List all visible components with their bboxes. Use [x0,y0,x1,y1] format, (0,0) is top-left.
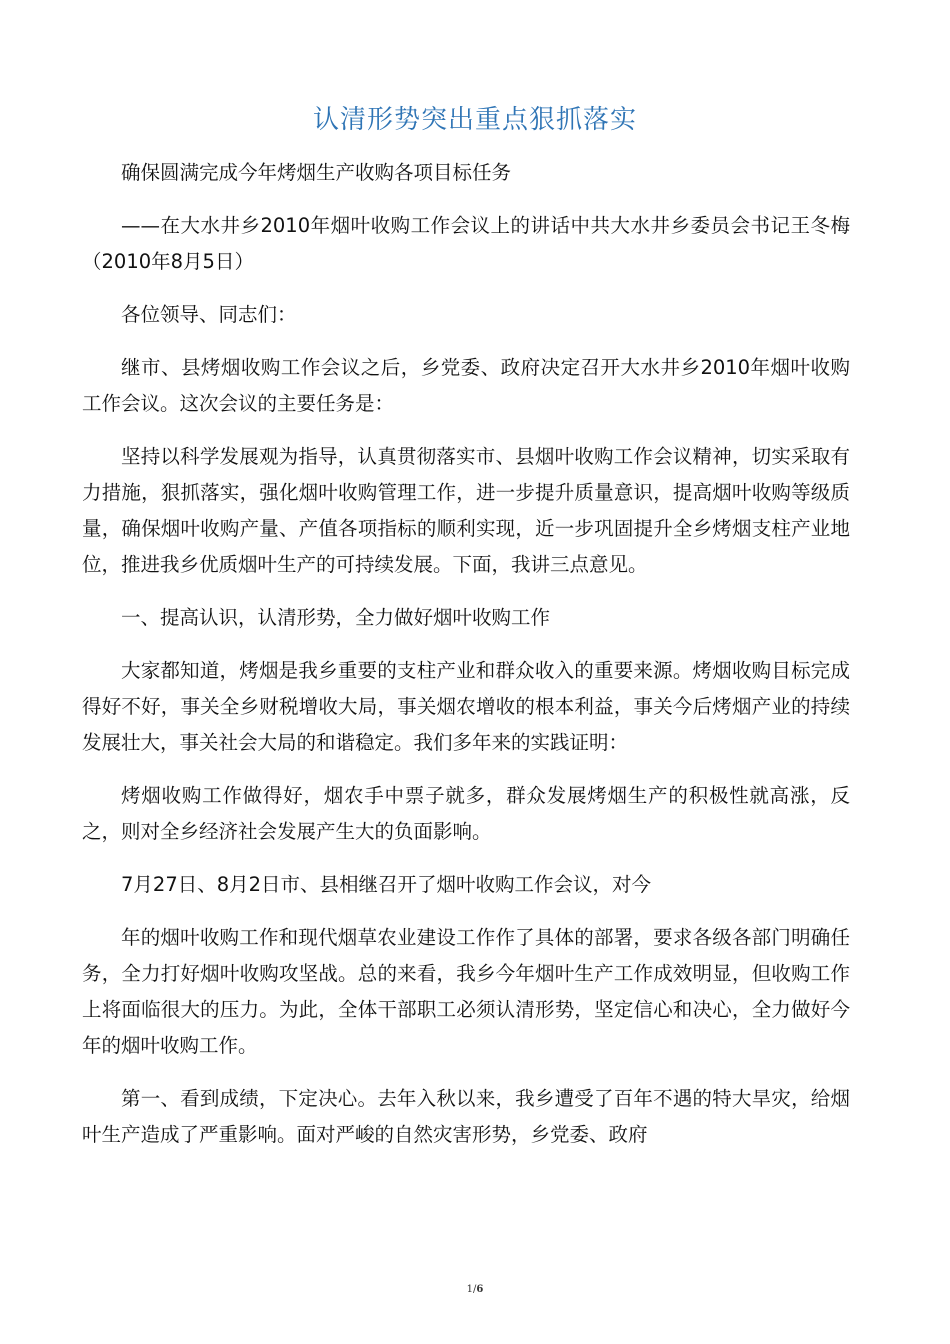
page-total: 6 [476,1284,484,1295]
body-paragraph: 7月27日、8月2日市、县相继召开了烟叶收购工作会议，对今 [121,873,652,896]
document-body [82,155,850,1170]
speech-attribution-paragraph: ——在大水井乡2010年烟叶收购工作会议上的讲话中共大水井乡委员会书记王冬梅（2010年8月5日） [82,214,850,273]
body-paragraph: 年的烟叶收购工作和现代烟草农业建设工作作了具体的部署，要求各级各部门明确任务，全力打好烟叶收购攻坚战。总的来看，我乡今年烟叶生产工作成效明显，但收购工作上将面临很大的压力。为此，全体干部职工必须认清形势，坚定信心和决心，全力做好今年的烟叶收购工作。 [82,926,850,1057]
body-paragraph: 大家都知道，烤烟是我乡重要的支柱产业和群众收入的重要来源。烤烟收购目标完成得好不好，事关全乡财税增收大局，事关烟农增收的根本利益，事关今后烤烟产业的持续发展壮大，事关社会大局的和谐稳定。我们多年来的实践证明： [82,659,850,754]
body-paragraph: 继市、县烤烟收购工作会议之后，乡党委、政府决定召开大水井乡2010年烟叶收购工作会议。这次会议的主要任务是： [82,356,850,415]
body-paragraph: 坚持以科学发展观为指导，认真贯彻落实市、县烟叶收购工作会议精神，切实采取有力措施，狠抓落实，强化烟叶收购管理工作，进一步提升质量意识，提高烟叶收购等级质量，确保烟叶收购产量、产值各项指标的顺利实现，近一步巩固提升全乡烤烟支柱产业地位，推进我乡优质烟叶生产的可持续发展。下面，我讲三点意见。 [82,445,850,576]
page-number [0,1283,950,1297]
page-current: 1 [466,1284,474,1295]
document-title: 认清形势突出重点狠抓落实 [312,105,637,135]
body-paragraph: 第一、看到成绩，下定决心。去年入秋以来，我乡遭受了百年不遇的特大旱灾，给烟叶生产造成了严重影响。面对严峻的自然灾害形势，乡党委、政府 [82,1087,850,1146]
section-heading: 一、提高认识，认清形势，全力做好烟叶收购工作 [121,606,551,629]
subtitle-paragraph: 确保圆满完成今年烤烟生产收购各项目标任务 [121,161,512,184]
body-paragraph: 烤烟收购工作做得好，烟农手中票子就多，群众发展烤烟生产的积极性就高涨，反之，则对全乡经济社会发展产生大的负面影响。 [82,784,850,843]
salutation-paragraph: 各位领导、同志们： [121,303,297,326]
page-separator: / [473,1284,477,1295]
